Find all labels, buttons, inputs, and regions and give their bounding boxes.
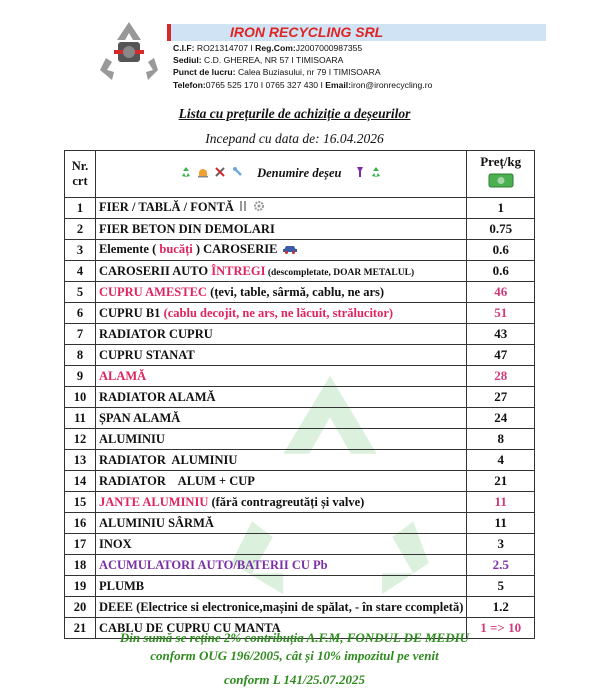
- row-nr: 6: [65, 303, 96, 324]
- email-label: Email:: [325, 80, 352, 90]
- row-price: 11: [467, 513, 535, 534]
- row-name-text: FIER / TABLĂ / FONTĂ: [98, 199, 234, 214]
- recycle-icon: [180, 166, 192, 182]
- table-row: [65, 597, 535, 618]
- row-nr: 13: [65, 450, 96, 471]
- row-name: FIER BETON DIN DEMOLARI: [95, 219, 466, 240]
- cif-label: C.I.F:: [173, 43, 195, 53]
- row-name-highlight: (cablu decojit, ne ars, ne lăcuit, strălucitor): [163, 305, 394, 320]
- row-nr: 20: [65, 597, 96, 618]
- row-name-highlight: ÎNTREGI: [211, 263, 266, 278]
- punct-value: Calea Buziasului, nr 79 I TIMISOARA: [237, 67, 381, 77]
- regcom-value: J2007000987355: [295, 43, 363, 53]
- row-nr: 18: [65, 555, 96, 576]
- row-price: 51: [467, 303, 535, 324]
- row-name: CUPRU STANAT: [95, 345, 466, 366]
- row-nr: 11: [65, 408, 96, 429]
- row-nr: 4: [65, 261, 96, 282]
- table-row: [65, 387, 535, 408]
- row-name: ȘPAN ALAMĂ: [95, 408, 466, 429]
- table-row: [65, 471, 535, 492]
- row-name-part: (țevi, table, sârmă, cablu, ne ars): [206, 284, 385, 299]
- price-header-label: Preț/kg: [480, 154, 522, 169]
- row-nr: 10: [65, 387, 96, 408]
- row-price: 47: [467, 345, 535, 366]
- tools-icon: [214, 166, 226, 182]
- row-nr: 9: [65, 366, 96, 387]
- regcom-label: Reg.Com:: [255, 43, 296, 53]
- table-row: [65, 303, 535, 324]
- table-row: [65, 513, 535, 534]
- telefon-value: 0765 525 170 I 0765 327 430 I: [205, 80, 323, 90]
- row-price: 11: [467, 492, 535, 513]
- sediul-line: [173, 55, 343, 65]
- row-name: INOX: [95, 534, 466, 555]
- wrench-icon: [232, 166, 244, 182]
- row-price: 0.6: [467, 240, 535, 261]
- row-nr: 3: [65, 240, 96, 261]
- row-price: 8: [467, 429, 535, 450]
- table-row: [65, 219, 535, 240]
- row-name: RADIATOR CUPRU: [95, 324, 466, 345]
- table-row: [65, 408, 535, 429]
- row-price: 3: [467, 534, 535, 555]
- row-name: ACUMULATORI AUTO/BATERII CU Pb: [95, 555, 466, 576]
- row-name: [95, 198, 466, 219]
- row-price: 21: [467, 471, 535, 492]
- recycle-logo-icon: [96, 20, 162, 82]
- row-name: ALUMINIU: [95, 429, 466, 450]
- row-nr: 19: [65, 576, 96, 597]
- punct-label: Punct de lucru:: [173, 67, 236, 77]
- row-price: 46: [467, 282, 535, 303]
- email-value: iron@ironrecycling.ro: [351, 80, 433, 90]
- table-row: [65, 282, 535, 303]
- gear-icon: [253, 200, 265, 216]
- footer-line2: conform OUG 196/2005, cât și 10% impozitul pe venit: [150, 648, 439, 663]
- row-price: 43: [467, 324, 535, 345]
- row-nr: 2: [65, 219, 96, 240]
- row-price: 24: [467, 408, 535, 429]
- row-nr: 1: [65, 198, 96, 219]
- row-name-part: Elemente (: [98, 242, 160, 257]
- row-nr: 7: [65, 324, 96, 345]
- table-row: [65, 534, 535, 555]
- table-row: [65, 492, 535, 513]
- row-price: 28: [467, 366, 535, 387]
- row-name: [95, 261, 466, 282]
- punct-line: [173, 67, 381, 77]
- row-name: RADIATOR ALUMINIU: [95, 450, 466, 471]
- row-name: DEEE (Electrice si electronice,mașini de spălat, - în stare ccompletă): [95, 597, 466, 618]
- row-name: [95, 303, 466, 324]
- bolt-icon: [355, 166, 365, 182]
- row-nr: 15: [65, 492, 96, 513]
- nr-header-line1: Nr.: [71, 159, 89, 173]
- recycle-icon: [370, 166, 382, 182]
- nr-header: [65, 151, 96, 198]
- telefon-line: [173, 80, 432, 90]
- row-price: 2.5: [467, 555, 535, 576]
- table-row: [65, 429, 535, 450]
- start-date: Incepand cu data de: 16.04.2026: [205, 131, 384, 146]
- row-price: 4: [467, 450, 535, 471]
- row-name: RADIATOR ALUM + CUP: [95, 471, 466, 492]
- row-nr: 17: [65, 534, 96, 555]
- list-title: Lista cu prețurile de achiziție a deșeurilor: [178, 106, 411, 121]
- row-nr: 14: [65, 471, 96, 492]
- row-name: ALAMĂ: [95, 366, 466, 387]
- table-row: [65, 450, 535, 471]
- row-name: [95, 282, 466, 303]
- cif-value: RO21314707 I: [196, 43, 253, 53]
- table-row: [65, 198, 535, 219]
- nr-header-line2: crt: [72, 174, 88, 188]
- row-price: 0.6: [467, 261, 535, 282]
- row-name: CABLU DE CUPRU CU MANTA: [95, 618, 466, 639]
- row-nr: 5: [65, 282, 96, 303]
- footer-line3: conform L 141/25.07.2025: [223, 672, 366, 687]
- row-name: PLUMB: [95, 576, 466, 597]
- row-name: [95, 240, 466, 261]
- row-name-part: (fără contragreutăți și valve): [208, 494, 365, 509]
- row-nr: 21: [65, 618, 96, 639]
- price-header: [467, 151, 535, 198]
- name-header-label: Denumire deșeu: [257, 165, 342, 180]
- table-row: [65, 576, 535, 597]
- table-row: [65, 345, 535, 366]
- row-name-highlight: bucăți: [159, 242, 193, 257]
- table-header-row: [65, 151, 535, 198]
- row-name-part: ) CAROSERIE: [192, 242, 278, 257]
- row-name-highlight: JANTE ALUMINIU: [98, 494, 209, 509]
- row-price: 1.2: [467, 597, 535, 618]
- row-name-part: CUPRU B1: [98, 305, 164, 320]
- name-header: [95, 151, 466, 198]
- row-name: [95, 492, 466, 513]
- row-price: 27: [467, 387, 535, 408]
- row-price: 1 => 10: [467, 618, 535, 639]
- table-row: [65, 324, 535, 345]
- row-name-note: (descompletate, DOAR METALUL): [265, 267, 415, 278]
- row-name-part: CAROSERII AUTO: [98, 263, 212, 278]
- alarm-icon: [197, 166, 209, 182]
- row-name: ALUMINIU SÂRMĂ: [95, 513, 466, 534]
- footer-line1: Din sumă se reține 2% contribuția A.F.M, FONDUL DE MEDIU: [119, 630, 470, 645]
- money-icon: [488, 170, 514, 194]
- row-nr: 8: [65, 345, 96, 366]
- row-price: 0.75: [467, 219, 535, 240]
- sediul-label: Sediul:: [173, 55, 202, 65]
- company-name: IRON RECYCLING SRL: [230, 24, 384, 40]
- table-row: [65, 261, 535, 282]
- price-table: [64, 150, 535, 639]
- row-price: 1: [467, 198, 535, 219]
- row-nr: 12: [65, 429, 96, 450]
- telefon-label: Telefon:: [173, 80, 206, 90]
- row-name: RADIATOR ALAMĂ: [95, 387, 466, 408]
- row-nr: 16: [65, 513, 96, 534]
- row-price: 5: [467, 576, 535, 597]
- sediul-value: C.D. GHEREA, NR 57 I TIMISOARA: [204, 55, 344, 65]
- table-row: [65, 240, 535, 261]
- bolt-icon: [238, 200, 248, 216]
- table-row: [65, 366, 535, 387]
- cif-line: [173, 43, 362, 53]
- table-row: [65, 555, 535, 576]
- row-name-highlight: CUPRU AMESTEC: [98, 284, 207, 299]
- car-icon: [282, 243, 298, 258]
